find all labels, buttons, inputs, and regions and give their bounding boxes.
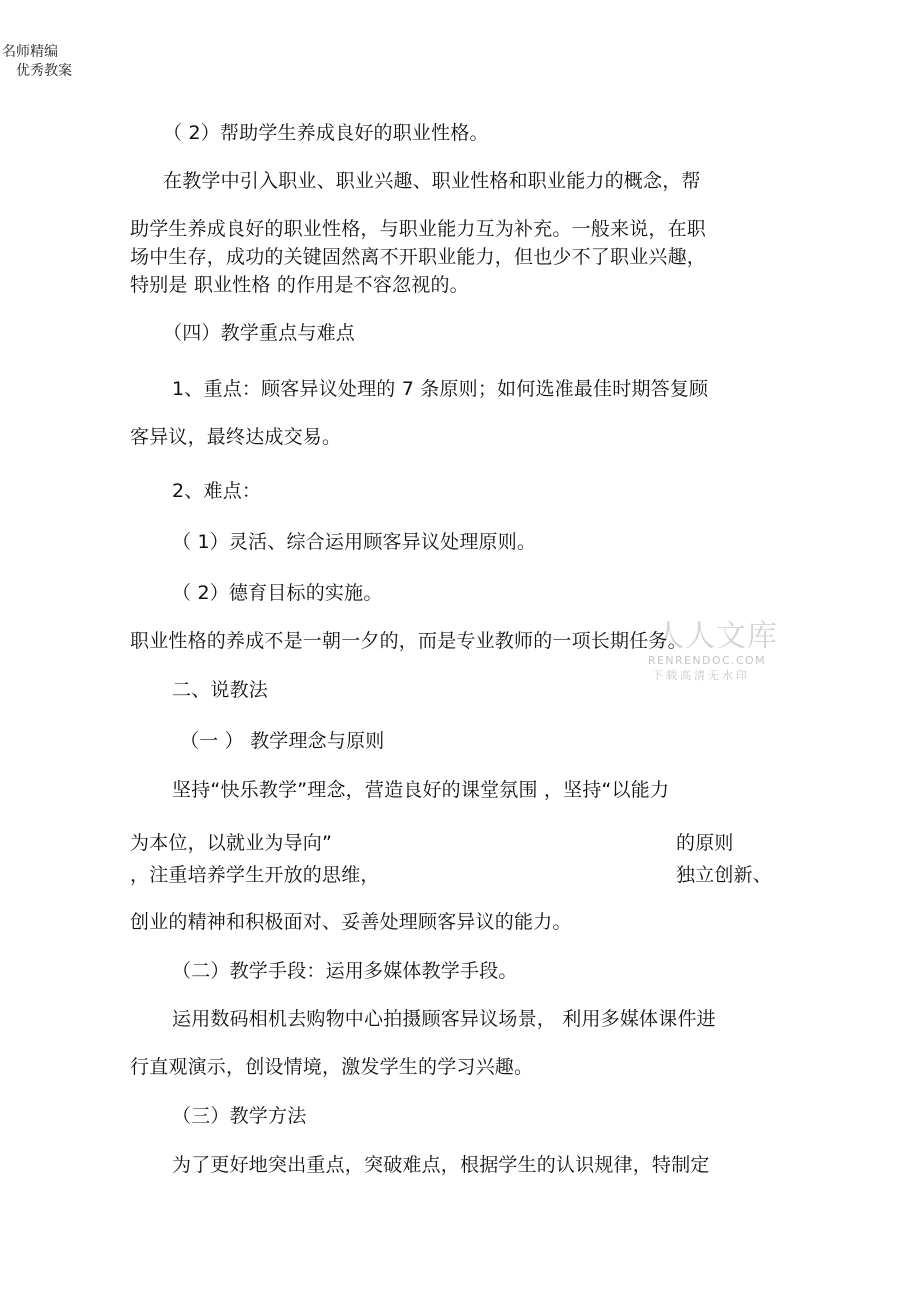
- text-line-03: 助学生养成良好的职业性格，与职业能力互为补充。一般来说，在职: [130, 218, 707, 240]
- text-line-18: 创业的精神和积极面对、妥善处理顾客异议的能力。: [130, 911, 572, 933]
- text-line-01: （ 2）帮助学生养成良好的职业性格。: [163, 122, 489, 144]
- watermark-tagline: 下载高清无水印: [652, 669, 750, 682]
- header-line-2: 优秀教案: [16, 63, 72, 79]
- subsection-heading-1: （一 ） 教学理念与原则: [180, 730, 385, 752]
- text-line-09: 2、难点：: [172, 480, 262, 502]
- subsection-heading-2: （二）教学手段：运用多媒体教学手段。: [172, 960, 518, 982]
- text-line-16a: 为本位，以就业为导向”: [130, 832, 333, 854]
- text-line-23: 为了更好地突出重点，突破难点，根据学生的认识规律，特制定: [172, 1154, 710, 1176]
- text-line-16b: 的原则: [676, 832, 734, 854]
- header-line-1: 名师精编: [2, 44, 58, 60]
- text-line-17b: 独立创新、: [676, 864, 773, 886]
- text-line-04: 场中生存，成功的关键固然离不开职业能力，但也少不了职业兴趣，: [130, 246, 707, 268]
- text-line-07: 1、重点：顾客异议处理的 7 条原则；如何选准最佳时期答复顾: [172, 378, 709, 400]
- section-heading-2: 二、说教法: [172, 679, 269, 701]
- subsection-heading-3: （三）教学方法: [172, 1105, 307, 1127]
- text-line-05: 特别是 职业性格 的作用是不容忽视的。: [130, 274, 469, 296]
- text-line-10: （ 1）灵活、综合运用顾客异议处理原则。: [172, 531, 537, 553]
- watermark-url: RENRENDOC.COM: [648, 654, 766, 667]
- watermark-brand: 人人文库: [654, 619, 778, 654]
- section-heading-4: （四）教学重点与难点: [163, 322, 356, 344]
- text-line-11: （ 2）德育目标的实施。: [172, 582, 383, 604]
- text-line-15: 坚持“快乐教学”理念，营造良好的课堂氛围 ，坚持“以能力: [172, 779, 670, 801]
- text-line-21: 行直观演示，创设情境，激发学生的学习兴趣。: [130, 1056, 534, 1078]
- text-line-20: 运用数码相机去购物中心拍摄顾客异议场景， 利用多媒体课件进: [172, 1008, 716, 1030]
- text-line-17a: ，注重培养学生开放的思维，: [130, 864, 380, 886]
- text-line-12: 职业性格的养成不是一朝一夕的，而是专业教师的一项长期任务。: [130, 630, 687, 652]
- text-line-02: 在教学中引入职业、职业兴趣、职业性格和职业能力的概念，帮: [163, 170, 701, 192]
- text-line-08: 客异议，最终达成交易。: [130, 426, 342, 448]
